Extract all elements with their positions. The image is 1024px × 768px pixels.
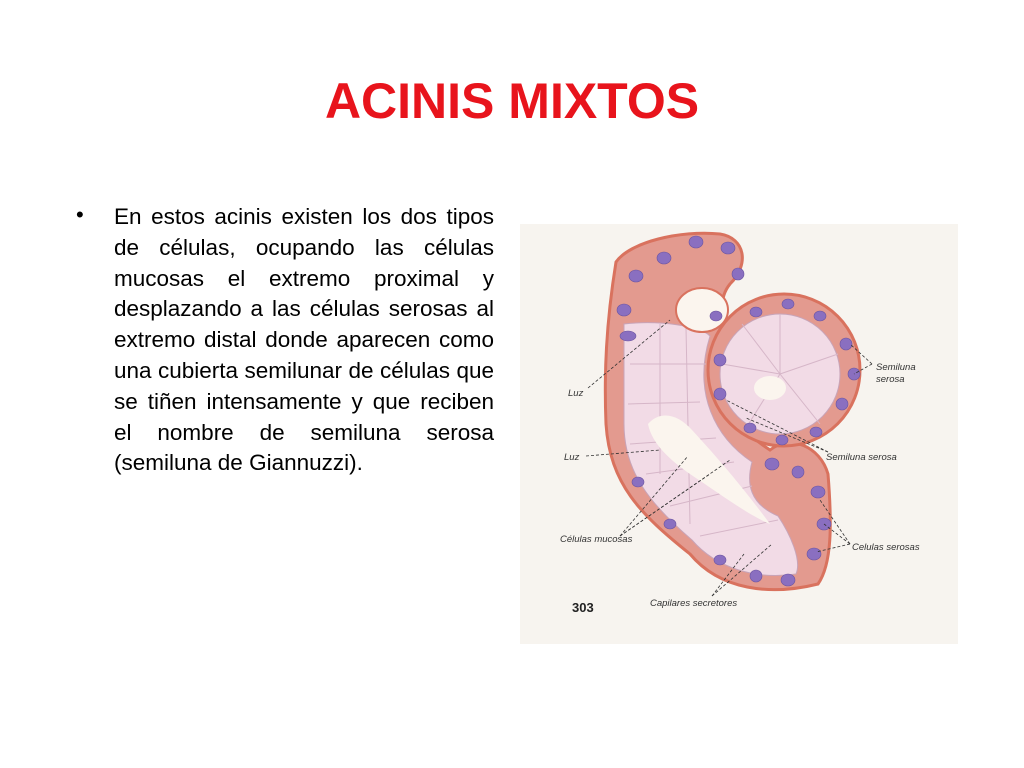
label-luz-2: Luz [564,452,580,463]
bullet-text: En estos acinis existen los dos tipos de células, ocupando las células mucosas el extremo proximal y desplazando a las células serosas al extremo distal donde aparecen como una cubierta semilunar de células que se tiñen intensamente y que reciben el nombre de semiluna serosa (semiluna de Giannuzzi). [114,204,494,476]
label-semiluna-serosa-2: Semiluna serosa [826,452,897,463]
label-celulas-serosas: Celulas serosas [852,542,920,553]
label-luz-1: Luz [568,388,584,399]
label-capilares-secretores: Capilares secretores [650,598,738,609]
bullet-item [76,202,494,479]
mixed-acinus-illustration [520,224,958,644]
label-celulas-mucosas: Células mucosas [560,534,633,545]
label-semiluna-serosa-1b: serosa [876,374,905,385]
mixed-acinus-figure [520,224,958,644]
figure-number: 303 [572,600,594,615]
slide-title: ACINIS MIXTOS [324,73,700,129]
bullet-symbol: • [76,202,84,227]
round-acinus-lumen [754,376,786,400]
lumen-top [676,288,728,332]
label-semiluna-serosa-1: Semiluna [876,362,916,373]
